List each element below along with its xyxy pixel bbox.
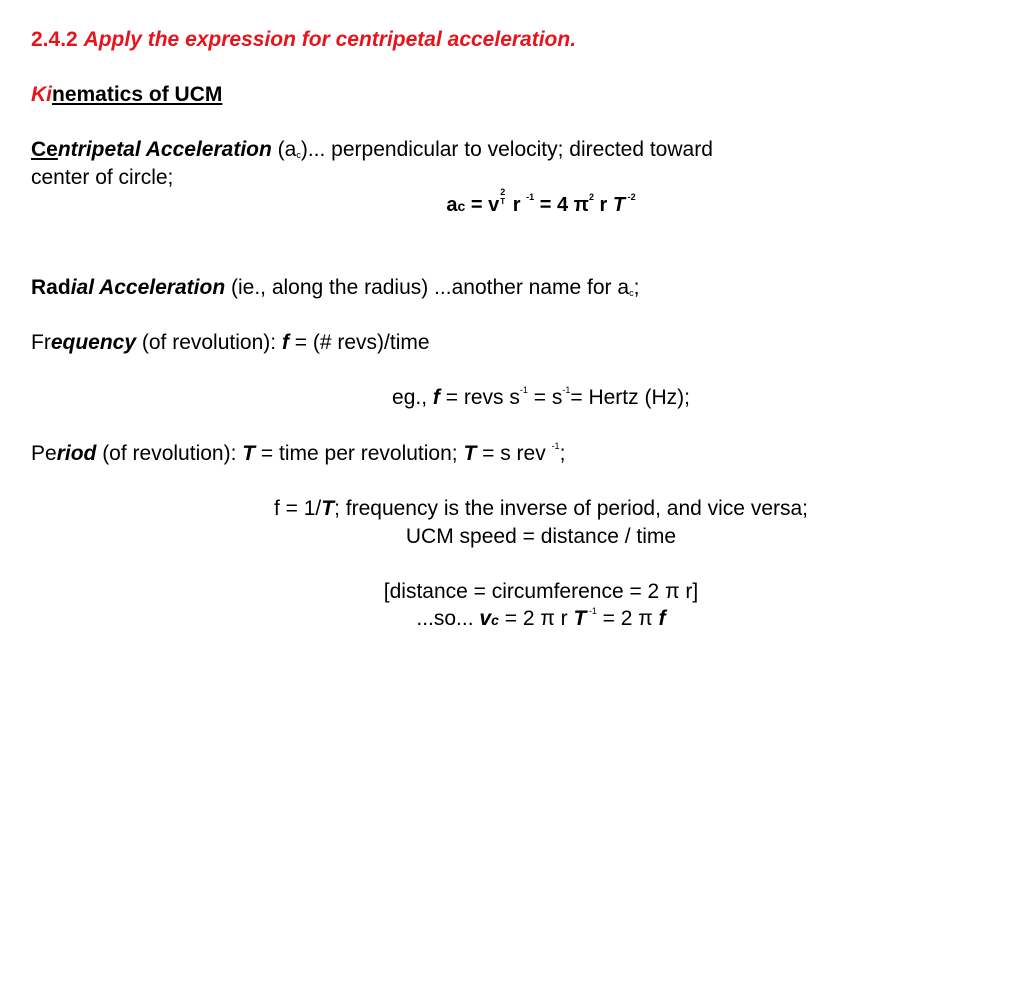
centripetal-term-rest: ntripetal Acceleration (57, 138, 272, 161)
formula-T: T (612, 194, 626, 216)
so-mid: = 2 π r (498, 607, 574, 630)
period-def-2: = s rev (476, 442, 552, 465)
section-title-rest: nematics of UCM (52, 83, 223, 106)
formula-eq-v: = v (465, 194, 500, 216)
period-symbol-2: T (463, 442, 477, 465)
frequency-term-start: Fr (31, 331, 51, 354)
formula-a: a (446, 194, 458, 216)
centripetal-formula (0, 187, 1024, 219)
period-term-rest: riod (56, 442, 97, 465)
heading-title: Apply the expression for centripetal acceleration. (83, 28, 577, 51)
ucm-speed-line: UCM speed = distance / time (405, 525, 677, 548)
section-number: 2.4.2 (31, 28, 78, 51)
inverse-relation (0, 496, 1024, 522)
distance-line: [distance = circumference = 2 π r] (383, 580, 699, 603)
frequency-term-rest: equency (50, 331, 137, 354)
section-title (0, 82, 1024, 108)
so-pre: ...so... (416, 607, 480, 630)
frequency-symbol: f (281, 331, 289, 354)
period-description: (of revolution): (96, 442, 243, 465)
formula-eq-pi: = 4 π (534, 194, 589, 216)
freq-eg-symbol: f (432, 386, 440, 409)
inverse-rest: ; frequency is the inverse of period, and vice versa; (334, 497, 809, 520)
period-def: = time per revolution; (255, 442, 464, 465)
centripetal-definition-line2: center of circle; (31, 166, 174, 189)
freq-eg-mid2: = s (527, 386, 563, 409)
period-symbol: T (242, 442, 256, 465)
period-sup: -1 (551, 441, 560, 451)
freq-eg-mid: = revs s (439, 386, 520, 409)
period-end: ; (559, 442, 566, 465)
formula-a-sub: c (457, 198, 466, 214)
centripetal-definition (0, 137, 1024, 163)
formula-r2: r (593, 194, 613, 216)
radial-term-start: Rad (31, 276, 71, 299)
inverse-pre: f = 1/ (273, 497, 322, 520)
so-v-sub: c (491, 612, 499, 628)
formula-v-scripts (499, 187, 507, 211)
freq-eg-end: = Hertz (Hz); (570, 386, 690, 409)
formula-pi-sup: 2 (588, 192, 594, 202)
so-T-sup: -1 (586, 606, 597, 616)
formula-r: r (507, 194, 527, 216)
frequency-example (0, 385, 1024, 411)
radial-description: (ie., along the radius) ...another name for a (225, 276, 630, 299)
centripetal-paren-sub: c (296, 150, 301, 160)
centripetal-paren: (a (277, 138, 297, 161)
freq-eg-sup1: -1 (519, 385, 528, 395)
so-f: f (658, 607, 666, 630)
so-v: v (479, 607, 492, 630)
so-T: T (573, 607, 587, 630)
formula-v-sup: 2 (500, 187, 506, 197)
heading-line (0, 27, 1024, 53)
formula-r-sup: -1 (526, 192, 535, 202)
period-definition (0, 441, 1024, 467)
so-mid2: = 2 π (596, 607, 659, 630)
period-term-start: Pe (31, 442, 57, 465)
section-title-initial: Ki (31, 83, 52, 106)
radial-desc-sub: c (629, 288, 634, 298)
centripetal-term-start: Ce (31, 138, 58, 161)
formula-v-sub: T (500, 197, 506, 206)
radial-term-rest: ial Acceleration (70, 276, 226, 299)
frequency-description: (of revolution): (136, 331, 282, 354)
speed-formula (0, 606, 1024, 633)
freq-eg-sup2: -1 (562, 385, 571, 395)
centripetal-description: )... perpendicular to velocity; directed toward (300, 138, 713, 161)
radial-desc-end: ; (633, 276, 640, 299)
radial-definition (0, 275, 1024, 301)
frequency-definition (0, 330, 1024, 356)
freq-eg-pre: eg., (392, 386, 433, 409)
inverse-symbol: T (321, 497, 335, 520)
frequency-def: = (# revs)/time (288, 331, 430, 354)
formula-T-sup: -2 (625, 192, 636, 202)
